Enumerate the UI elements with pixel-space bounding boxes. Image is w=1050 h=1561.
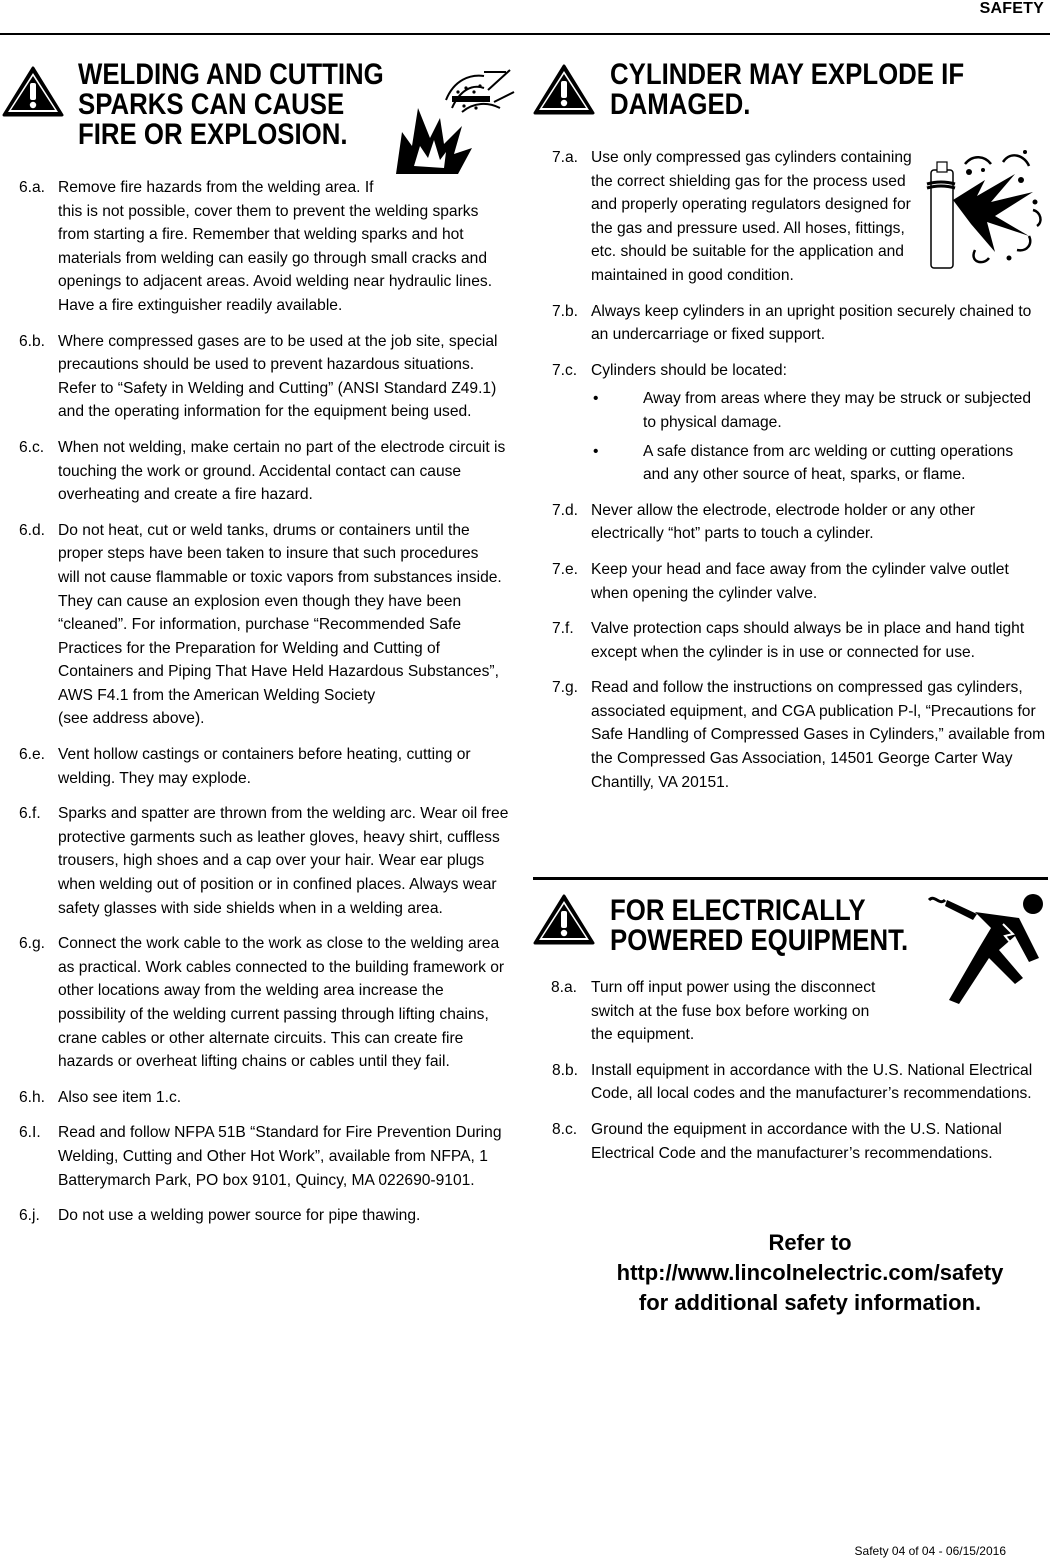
list-item <box>0 176 520 318</box>
item-text: Keep your head and face away from the cylinder valve outlet when opening the cylinder valve. <box>591 560 1009 602</box>
bullet-item <box>533 440 1050 487</box>
item-number: 7.f. <box>552 620 574 638</box>
item-number: 6.f. <box>19 805 41 823</box>
warning-triangle-icon <box>2 66 64 118</box>
safety-reference-link[interactable]: Refer to http://www.lincolnelectric.com/safety for additional safety information. <box>616 1230 1004 1315</box>
item-number: 7.a. <box>552 149 579 166</box>
list-item <box>0 802 520 920</box>
section-items <box>0 176 520 1228</box>
item-text: Connect the work cable to the work as close to the welding area as practical. Work cables connected to the building framework or other locations away from the welding area increase the possibility of the welding current passing through lifting chains, crane cables or other alternate circuits. This can create fire hazards or overheat lifting chains or cables until they fail. <box>58 935 505 1071</box>
list-item <box>0 330 520 424</box>
list-item <box>0 932 520 1074</box>
item-number: 7.b. <box>552 302 579 320</box>
section-title: CYLINDER MAY EXPLODE IF DAMAGED. <box>610 58 965 121</box>
item-text: Read and follow NFPA 51B “Standard for Fire Prevention During Welding, Cutting and Other Hot Work”, available from NFPA, 1 Batterymarch Park, PO box 9101, Quincy, MA 022690-9101. <box>58 1124 502 1189</box>
item-text: Cylinders should be located: <box>591 361 787 379</box>
section-header <box>533 880 1050 976</box>
item-text: Valve protection caps should always be in place and hand tight except when the cylinder is in use or connected for use. <box>591 620 1025 661</box>
item-text: Read and follow the instructions on compressed gas cylinders, associated equipment, and CGA publication P-l, “Precautions for Safe Handling of Compressed Gases in Cylinders,” available from the Compressed Gas Association, 14501 George Carter Way Chantilly, VA 20151. <box>591 679 1046 791</box>
section-title: FOR ELECTRICALLY POWERED EQUIPMENT. <box>610 894 909 957</box>
header-rule <box>0 33 1050 35</box>
item-text: Also see item 1.c. <box>58 1088 182 1106</box>
item-number: 7.g. <box>552 679 579 697</box>
item-number: 8.c. <box>552 1120 578 1138</box>
bullet-mark: • <box>593 442 599 460</box>
section-welding-sparks <box>0 44 520 1228</box>
list-item <box>533 1118 1050 1165</box>
item-text: Install equipment in accordance with the U.S. National Electrical Code, all local codes and the manufacturer’s recommendations. <box>591 1061 1033 1103</box>
item-number: 8.b. <box>552 1061 579 1079</box>
item-text: Turn off input power using the disconnect switch at the fuse box before working on the equipment. <box>591 979 876 1044</box>
list-item <box>0 1204 520 1228</box>
list-item <box>533 558 1050 605</box>
item-number: 6.h. <box>19 1088 46 1106</box>
item-number: 6.a. <box>19 179 46 196</box>
section-electrical <box>533 880 1050 1165</box>
list-item <box>533 617 1050 664</box>
item-text: Use only compressed gas cylinders containing the correct shielding gas for the process used and properly operating regulators designed for the gas and pressure used. All hoses, fittings, etc. should be suitable for the application and maintained in good condition. <box>591 149 912 284</box>
item-text: Ground the equipment in accordance with the U.S. National Electrical Code and the manufacturer’s recommendations. <box>591 1120 1002 1162</box>
item-text: Where compressed gases are to be used at the job site, special precautions should be used to prevent hazardous situations. Refer to “Safety in Welding and Cutting” (ANSI Standard Z49.1) and the operating information for the equipment being used. <box>58 332 498 421</box>
bullet-text: Away from areas where they may be struck or subjected to physical damage. <box>643 390 1031 431</box>
item-number: 6.j. <box>19 1207 40 1225</box>
item-text: Always keep cylinders in an upright position securely chained to an undercarriage or fixed support. <box>591 302 1032 344</box>
section-title: WELDING AND CUTTING SPARKS CAN CAUSE FIRE OR EXPLOSION. <box>78 58 384 151</box>
bullet-item <box>533 387 1050 434</box>
list-item <box>533 1059 1050 1106</box>
item-number: 6.d. <box>19 521 46 539</box>
page-section-label: SAFETY <box>979 0 1044 17</box>
item-text: Never allow the electrode, electrode holder or any other electrically “hot” parts to touch a cylinder. <box>591 501 975 543</box>
list-item <box>533 499 1050 546</box>
page-footer: Safety 04 of 04 - 06/15/2016 <box>854 1544 1006 1558</box>
item-text: Do not use a welding power source for pipe thawing. <box>58 1207 421 1225</box>
section-items <box>533 146 1050 794</box>
list-item <box>533 976 1050 1047</box>
item-text: When not welding, make certain no part of the electrode circuit is touching the work or ground. Accidental contact can cause overheating and create a fire hazard. <box>58 438 506 504</box>
list-item <box>0 1086 520 1110</box>
item-text: Do not heat, cut or weld tanks, drums or containers until the proper steps have been taken to insure that such procedures will not cause flammable or toxic vapors from substances inside. They can cause an explosion even though they have been “cleaned”. For information, purchase “Recommended Safe Practices for the Preparation for Welding and Cutting of Containers and Piping That Have Held Hazardous Substances”, AWS F4.1 from the American Welding Society (see address above). <box>58 521 502 728</box>
list-item <box>0 436 520 507</box>
section-items <box>533 976 1050 1165</box>
list-item <box>533 676 1050 794</box>
list-item <box>533 146 1050 288</box>
item-text: Remove fire hazards from the welding area. If this is not possible, cover them to prevent the welding sparks from starting a fire. Remember that welding sparks and hot materials from welding can easily go through small cracks and openings to adjacent areas. Avoid welding near hydraulic lines. Have a fire extinguisher readily available. <box>58 179 493 314</box>
item-text: Sparks and spatter are thrown from the welding arc. Wear oil free protective garments such as leather gloves, heavy shirt, cuffless trousers, high shoes and a cap over your hair. Wear ear plugs when welding out of position or in confined places. Always wear safety glasses with side shields when in a welding area. <box>58 805 509 917</box>
item-number: 8.a. <box>551 979 578 996</box>
bullet-mark: • <box>593 390 599 408</box>
item-number: 7.c. <box>552 361 578 379</box>
list-item <box>533 300 1050 347</box>
list-item <box>533 359 1050 383</box>
item-number: 6.c. <box>19 438 45 456</box>
item-text: Vent hollow castings or containers before heating, cutting or welding. They may explode. <box>58 746 471 787</box>
item-number: 6.b. <box>19 332 46 350</box>
section-header <box>533 44 1050 136</box>
item-number: 7.e. <box>552 560 579 578</box>
bullet-text: A safe distance from arc welding or cutting operations and any other source of heat, sparks, or flame. <box>643 442 1014 484</box>
list-item <box>0 743 520 790</box>
section-header <box>0 44 520 154</box>
list-item <box>0 1121 520 1192</box>
item-number: 7.d. <box>552 501 579 519</box>
item-number: 6.e. <box>19 746 46 764</box>
warning-triangle-icon <box>533 64 595 116</box>
item-number: 6.I. <box>19 1124 41 1142</box>
list-item <box>0 519 520 731</box>
section-cylinder <box>533 44 1050 794</box>
fire-explosion-icon <box>388 62 518 182</box>
item-number: 6.g. <box>19 935 46 953</box>
warning-triangle-icon <box>533 894 595 946</box>
